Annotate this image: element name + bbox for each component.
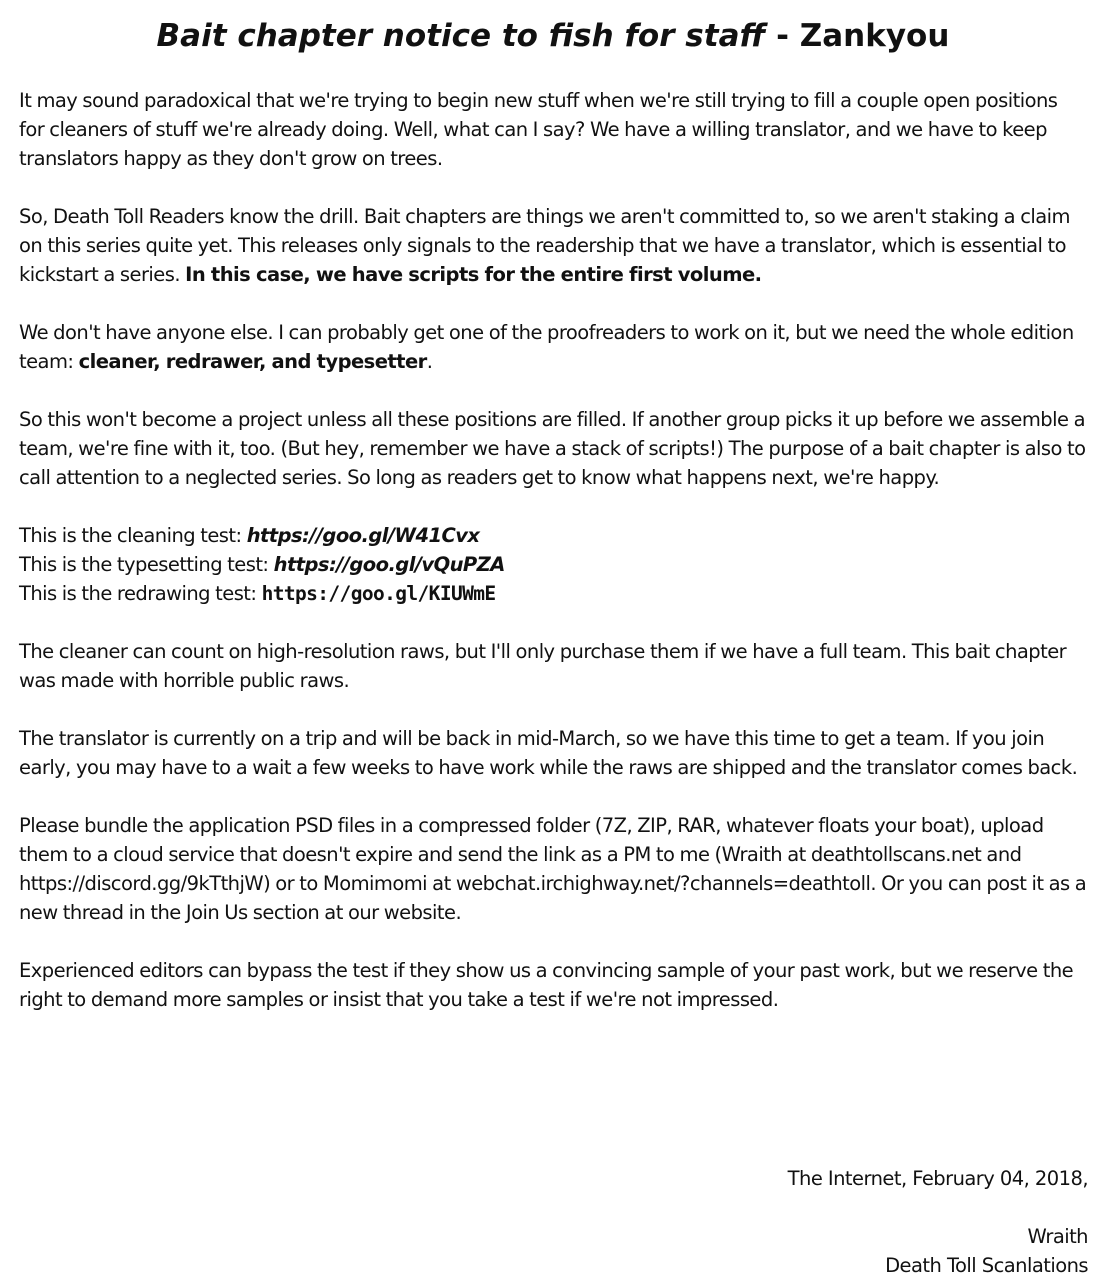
cleaning-test-link[interactable]: https://goo.gl/W41Cvx xyxy=(246,524,480,547)
team-needed-text: We don't have anyone else. I can probably get one of the proofreaders to work on it, but we need the whole edition team: xyxy=(19,321,1074,373)
paragraph-team-needed xyxy=(19,318,1087,376)
paragraph-application: Please bundle the application PSD files in a compressed folder (7Z, ZIP, RAR, whatever floats your boat), upload them to a cloud service that doesn't expire and send the link as a PM to me (Wraith at deathtollscans.net and https://discord.gg/9kTthjW) or to Momimomi at webchat.irchighway.net/?channels=deathtoll. Or you can post it as a new thread in the Join Us section at our website. xyxy=(19,814,1087,924)
signoff-date: The Internet, February 04, 2018, xyxy=(787,1167,1088,1190)
paragraph-experienced-editors: Experienced editors can bypass the test if they show us a convincing sample of your past work, but we reserve the right to demand more samples or insist that you take a test if we're not impressed. xyxy=(19,959,1074,1011)
test-links xyxy=(19,521,1087,608)
paragraph-project-conditions: So this won't become a project unless all these positions are filled. If another group picks it up before we assemble a team, we're fine with it, too. (But hey, remember we have a stack of scripts!) The purpose of a bait chapter is also to call attention to a neglected series. So long as readers get to know what happens next, we're happy. xyxy=(19,408,1086,489)
typesetting-test-line xyxy=(19,550,1087,579)
redrawing-test-link[interactable]: https://goo.gl/KIUWmE xyxy=(261,582,496,605)
signature-group: Death Toll Scanlations xyxy=(885,1254,1088,1277)
paragraph-translator-trip: The translator is currently on a trip and will be back in mid-March, so we have this time to get a team. If you join early, you may have to a wait a few weeks to have work while the raws are shipped and the translator comes back. xyxy=(19,727,1078,779)
title-separator: - xyxy=(765,18,800,54)
notice-body xyxy=(19,86,1087,1014)
paragraph-bait-explanation xyxy=(19,202,1087,289)
title-main: Bait chapter notice to fish for staff xyxy=(156,18,766,54)
page-title xyxy=(19,16,1087,56)
signature-block xyxy=(885,1222,1088,1280)
typesetting-test-label: This is the typesetting test: xyxy=(19,553,274,576)
redrawing-test-line xyxy=(19,579,1087,608)
cleaning-test-label: This is the cleaning test: xyxy=(19,524,247,547)
cleaning-test-line xyxy=(19,521,1087,550)
roles-emphasis: cleaner, redrawer, and typesetter xyxy=(78,350,427,373)
team-needed-end: . xyxy=(426,350,433,373)
signature-author: Wraith xyxy=(1027,1225,1088,1248)
notice-page xyxy=(0,16,1103,1287)
paragraph-raws: The cleaner can count on high-resolution raws, but I'll only purchase them if we have a full team. This bait chapter was made with horrible public raws. xyxy=(19,640,1067,692)
typesetting-test-link[interactable]: https://goo.gl/vQuPZA xyxy=(273,553,505,576)
scripts-emphasis: In this case, we have scripts for the entire first volume. xyxy=(185,263,762,286)
bait-explanation-text: So, Death Toll Readers know the drill. Bait chapters are things we aren't committed to, so we aren't staking a claim on this series quite yet. This releases only signals to the readership that we have a translator, which is essential to kickstart a series. xyxy=(19,205,1070,286)
paragraph-intro: It may sound paradoxical that we're trying to begin new stuff when we're still trying to fill a couple open positions for cleaners of stuff we're already doing. Well, what can I say? We have a willing translator, and we have to keep translators happy as they don't grow on trees. xyxy=(19,89,1058,170)
title-series-name: Zankyou xyxy=(799,18,950,54)
redrawing-test-label: This is the redrawing test: xyxy=(19,582,262,605)
